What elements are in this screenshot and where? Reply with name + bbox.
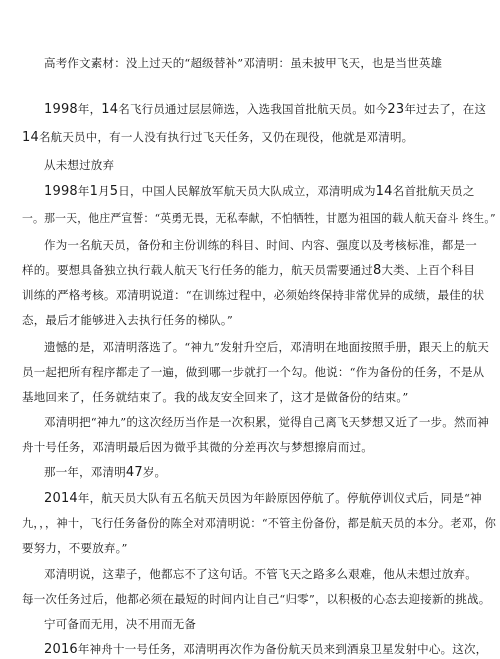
paragraph-line: 2014年，航天员大队有五名航天员因为年龄原因停航了。停航停训仪式后，同是“神 xyxy=(44,491,482,506)
paragraph-line: 训练的严格考核。邓清明说道：“在训练过程中，必须始终保持非常优异的成绩，最佳的状 xyxy=(22,288,485,302)
paragraph-line: 九，，，神十，飞行任务备份的陈全对邓清明说：“不管主份备份，都是航天员的本分。老邓，你 xyxy=(22,516,496,530)
paragraph-line: 作为一名航天员，备份和主份训练的科目、时间、内容、强度以及考核标准，都是一 xyxy=(44,238,477,252)
paragraph-line: 1998年1月5日，中国人民解放军航天员大队成立，邓清明成为14名首批航天员之 xyxy=(44,184,475,199)
paragraph-line: 那一年，邓清明47岁。 xyxy=(44,465,167,480)
paragraph-line: 2016年神舟十一号任务，邓清明再次作为备份航天员来到酒泉卫星发射中心。这次， xyxy=(44,642,488,657)
paragraph-line: 态，最后才能够进入去执行任务的梯队。” xyxy=(22,313,233,327)
paragraph-line: 要努力，不要放弃。” xyxy=(22,541,128,555)
paragraph-line: 一。那一天，他庄严宣誓：“英勇无畏，无私奉献，不怕牺牲，甘愿为祖国的载人航天奋斗 终生。” xyxy=(22,211,496,225)
paragraph-line: 基地回来了，任务就结束了。我的战友安全回来了，这才是做备份的结束。” xyxy=(22,390,409,404)
paragraph-line: 员一起把所有程序都走了一遍，做到哪一步就打一个勾。他说：“作为备份的任务，不是从 xyxy=(22,365,485,379)
paragraph-line: 邓清明说，这辈子，他都忘不了这句话。不管飞天之路多么艰难，他从未想过放弃。 xyxy=(44,567,477,581)
paragraph-line: 1998年，14名飞行员通过层层筛选，入选我国首批航天员。如今23年过去了，在这 xyxy=(44,102,487,117)
paragraph-line: 样的。要想具备独立执行载人航天飞行任务的能力，航天员需要通过8大类、上百个科目 xyxy=(22,263,476,278)
paragraph-line: 每一次任务过后，他都必须在最短的时间内让自己“归零”，以积极的心态去迎接新的挑战。 xyxy=(22,592,491,606)
paragraph-line: 14名航天员中，有一人没有执行过飞天任务，又仍在现役，他就是邓清明。 xyxy=(22,130,414,145)
paragraph-line: 遗憾的是，邓清明落选了。“神九”发射升空后，邓清明在地面按照手册，跟天上的航天 xyxy=(44,340,490,354)
section-heading: 宁可备而无用，决不用而无备 xyxy=(44,617,197,631)
paragraph-line: 舟十号任务，邓清明最后因为微乎其微的分差再次与梦想擦肩而过。 xyxy=(22,440,373,454)
document-title: 高考作文素材：没上过天的“超级替补”邓清明：虽未披甲飞天，也是当世英雄 xyxy=(44,56,443,70)
section-heading: 从未想过放弃 xyxy=(44,158,115,172)
paragraph-line: 邓清明把“神九”的这次经历当作是一次积累，觉得自己离飞天梦想又近了一步。然而神 xyxy=(44,415,490,429)
